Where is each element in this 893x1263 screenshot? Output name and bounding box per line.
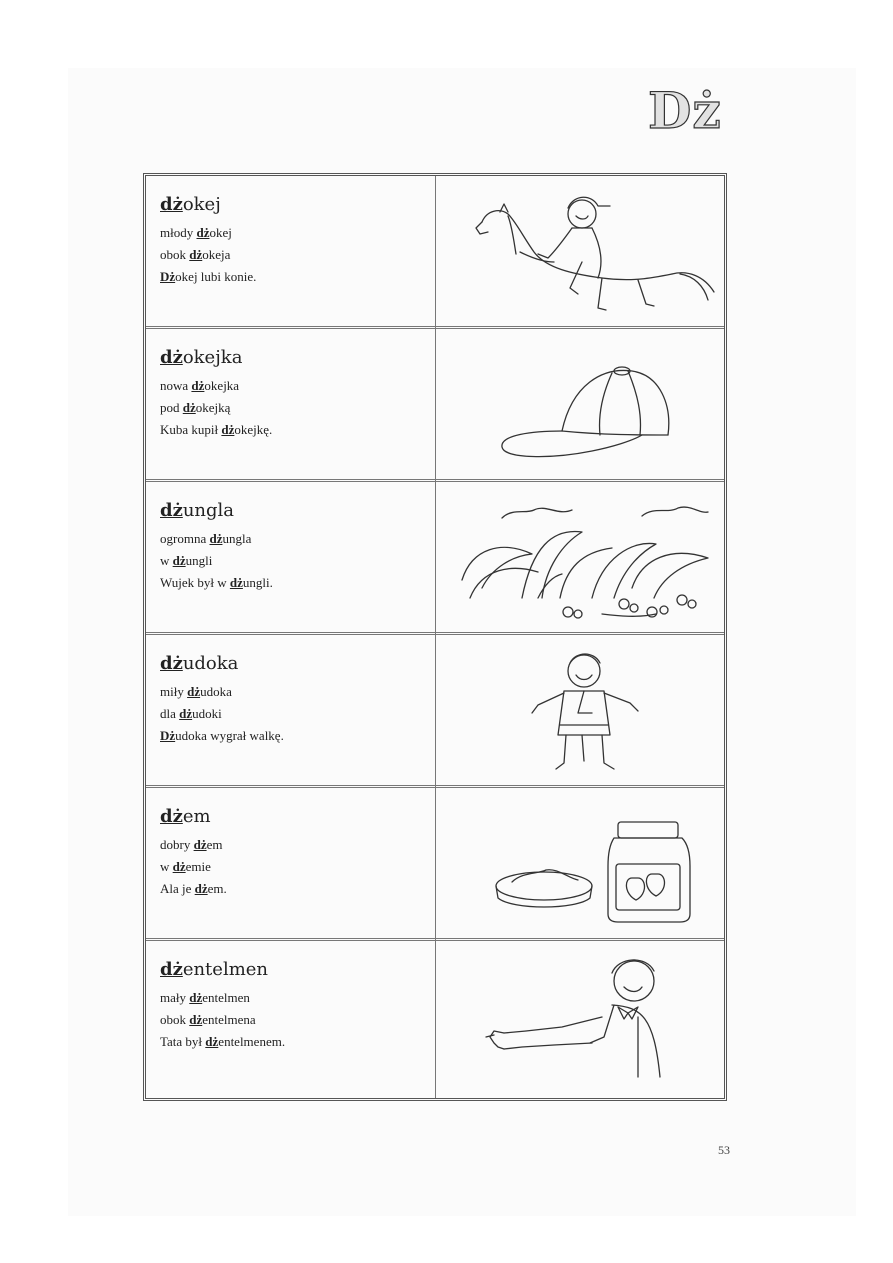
vocabulary-row-dzudoka [146,635,724,788]
headword: dżem [160,806,211,827]
example-line: młody dżokej [160,224,232,240]
example-line: w dżemie [160,858,211,874]
row-text [160,347,430,441]
page-number: 53 [718,1143,730,1157]
cap-icon [442,335,722,475]
row-text [160,959,430,1053]
vocabulary-row-dzokej [146,176,724,329]
vocabulary-row-dzem [146,788,724,941]
example-line: dla dżudoki [160,705,222,721]
example-line: mały dżentelmen [160,989,250,1005]
headword: dżudoka [160,653,239,674]
headword: dżentelmen [160,959,269,980]
example-sentence: Wujek był w dżungli. [160,574,273,590]
example-line: obok dżentelmena [160,1011,256,1027]
judoka-boy-icon [442,641,722,781]
vocabulary-row-dzokejka [146,329,724,482]
page-heading: Dż [648,81,722,140]
example-line: ogromna dżungla [160,530,252,546]
headword: dżokejka [160,347,243,368]
row-text [160,500,430,594]
example-line: obok dżokeja [160,246,231,262]
example-line: nowa dżokejka [160,377,240,393]
row-text [160,653,430,747]
vocabulary-row-dzentelmen [146,941,724,1094]
vocabulary-row-dzungla [146,482,724,635]
row-text [160,194,430,288]
gentleman-icon [442,947,722,1087]
headword: dżungla [160,500,235,521]
vocabulary-table [143,173,727,1101]
jungle-plants-icon [442,488,722,628]
example-line: pod dżokejką [160,399,231,415]
jam-jar-icon [442,794,722,934]
example-line: dobry dżem [160,836,223,852]
jockey-on-horse-icon [442,182,722,322]
example-sentence: Kuba kupił dżokejkę. [160,421,273,437]
example-line: miły dżudoka [160,683,232,699]
example-sentence: Ala je dżem. [160,880,227,896]
example-sentence: Dżudoka wygrał walkę. [160,727,284,743]
row-text [160,806,430,900]
example-sentence: Dżokej lubi konie. [160,268,257,284]
headword: dżokej [160,194,221,215]
example-sentence: Tata był dżentelmenem. [160,1033,286,1049]
example-line: w dżungli [160,552,213,568]
